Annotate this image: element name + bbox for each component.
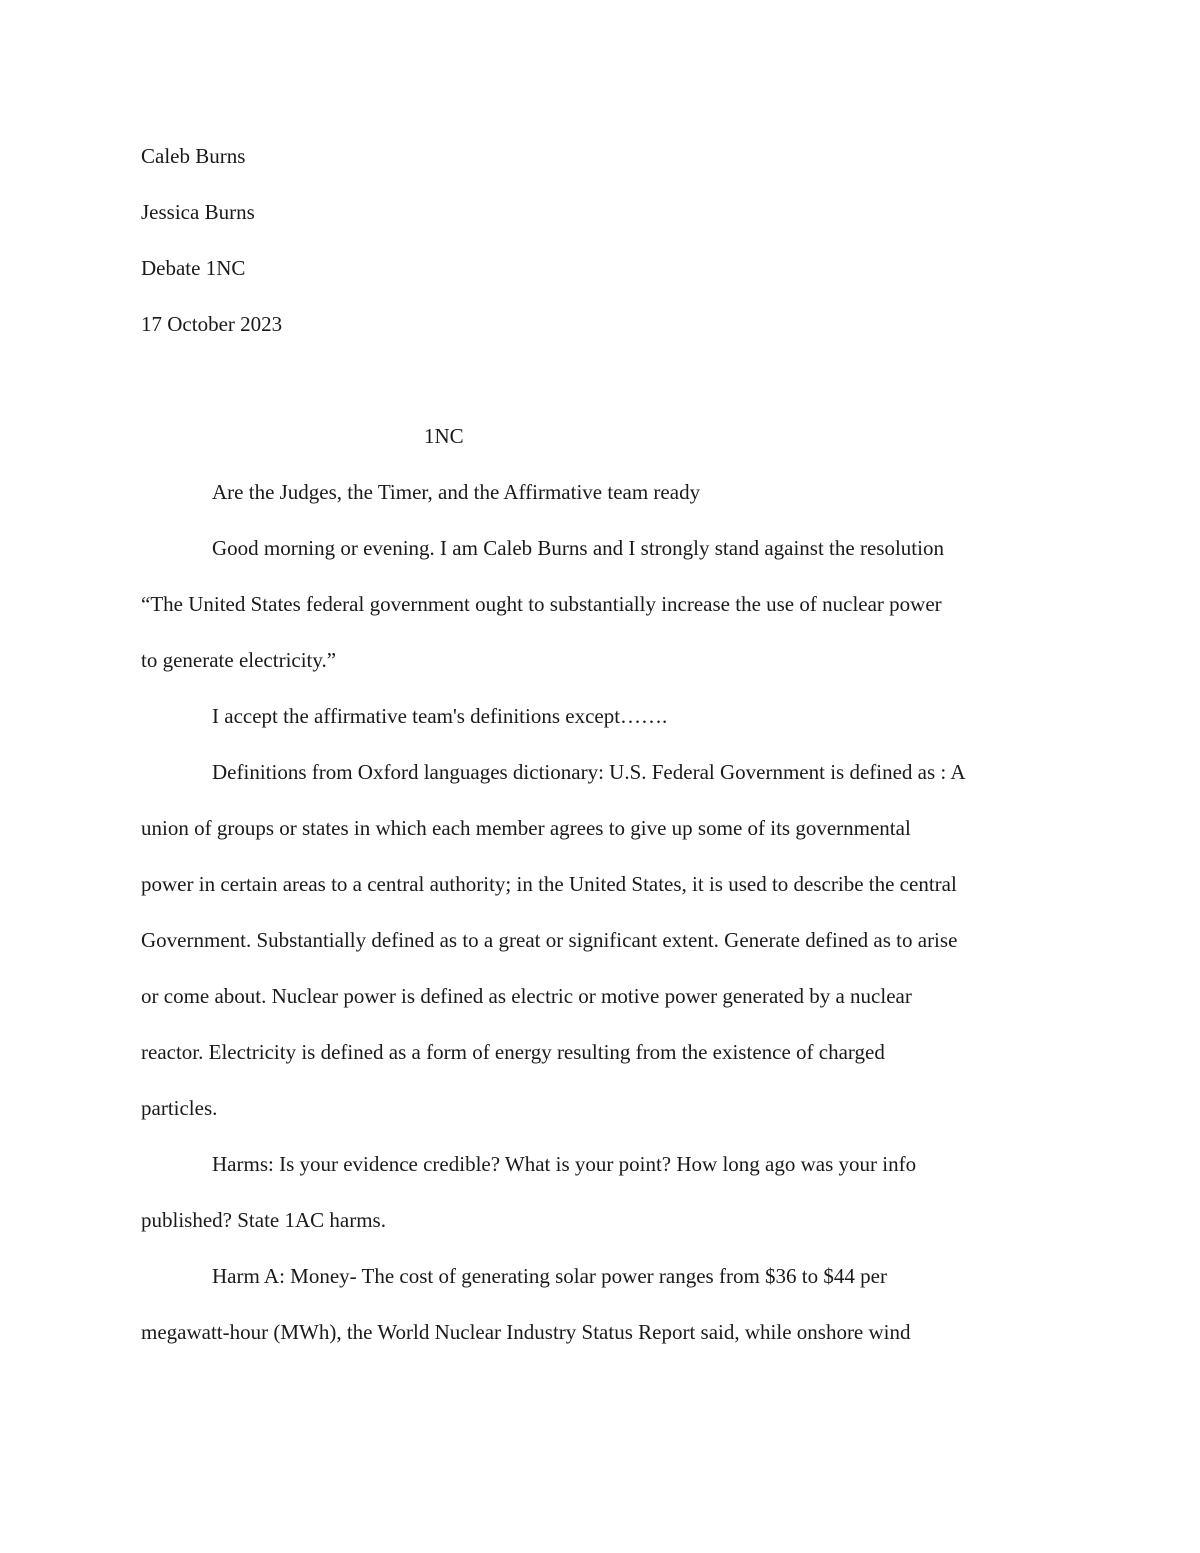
body-line: or come about. Nuclear power is defined as electric or motive power generated by a nuclear bbox=[141, 984, 912, 1008]
body-line: to generate electricity.” bbox=[141, 648, 337, 672]
document-title: 1NC bbox=[424, 424, 464, 448]
header-teacher-name: Jessica Burns bbox=[141, 200, 255, 224]
body-line: reactor. Electricity is defined as a form of energy resulting from the existence of charged bbox=[141, 1040, 885, 1064]
header-student-name: Caleb Burns bbox=[141, 144, 246, 168]
body-line: particles. bbox=[141, 1096, 218, 1120]
body-line: I accept the affirmative team's definitions except……. bbox=[212, 704, 668, 728]
header-date: 17 October 2023 bbox=[141, 312, 283, 336]
body-line: power in certain areas to a central authority; in the United States, it is used to describe the central bbox=[141, 872, 957, 896]
body-line: Harms: Is your evidence credible? What is your point? How long ago was your info bbox=[212, 1152, 917, 1176]
body-line: Government. Substantially defined as to a great or significant extent. Generate defined as to arise bbox=[141, 928, 958, 952]
body-line: megawatt-hour (MWh), the World Nuclear Industry Status Report said, while onshore wind bbox=[141, 1320, 911, 1344]
header-course: Debate 1NC bbox=[141, 256, 246, 280]
body-line: union of groups or states in which each member agrees to give up some of its governmental bbox=[141, 816, 911, 840]
body-line: Are the Judges, the Timer, and the Affirmative team ready bbox=[212, 480, 701, 504]
body-line: published? State 1AC harms. bbox=[141, 1208, 386, 1232]
body-line: Harm A: Money- The cost of generating solar power ranges from $36 to $44 per bbox=[212, 1264, 887, 1288]
body-line: Good morning or evening. I am Caleb Burns and I strongly stand against the resolution bbox=[212, 536, 944, 560]
body-line: “The United States federal government ought to substantially increase the use of nuclear power bbox=[141, 592, 942, 616]
body-line: Definitions from Oxford languages dictionary: U.S. Federal Government is defined as : A bbox=[212, 760, 966, 784]
